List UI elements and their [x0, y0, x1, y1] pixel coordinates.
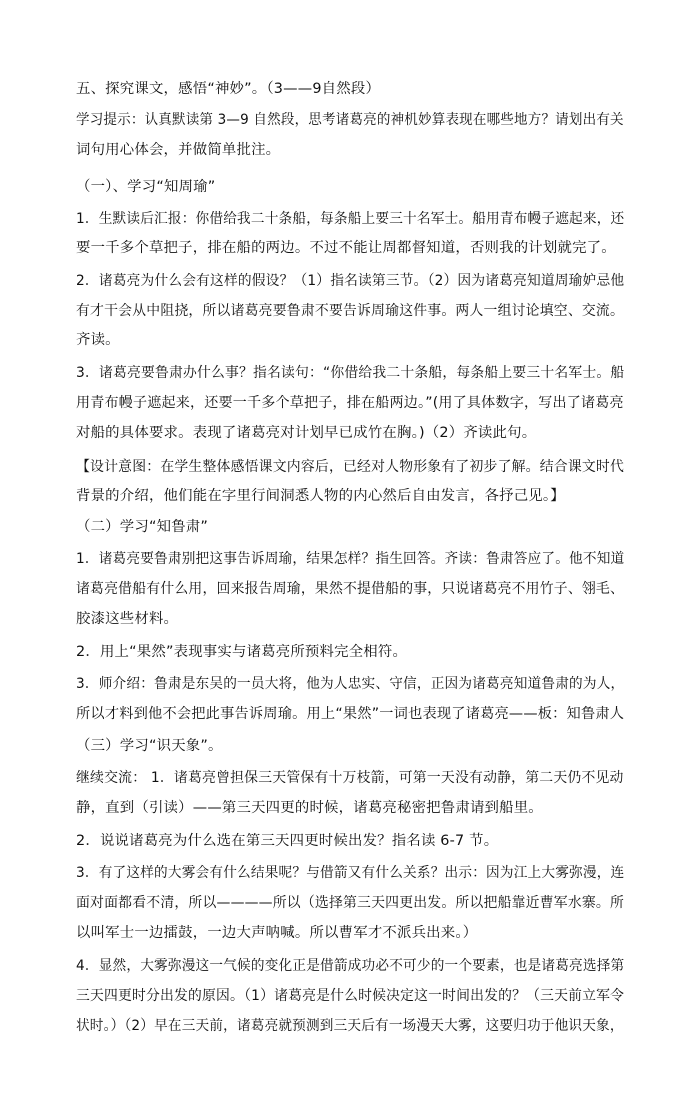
paragraph-line: 诸葛亮借船有什么用，回来报告周瑜，果然不提借船的事，只说诸葛亮不用竹子、翎毛、: [76, 581, 625, 597]
design-intent-line-1: 【设计意图：在学生整体感悟课文内容后，已经对人物形象有了初步了解。结合课文时代: [76, 459, 625, 475]
subsection-heading-1: （一）、学习“知周瑜”: [76, 179, 216, 195]
paragraph-line: 2．诸葛亮为什么会有这样的假设？（1）指名读第三节。（2）因为诸葛亮知道周瑜妒忌他: [76, 273, 625, 289]
paragraph-line: 4．显然，大雾弥漫这一气候的变化正是借箭成功必不可少的一个要素，也是诸葛亮选择第: [76, 958, 625, 974]
subsection-heading-3: （三）学习“识天象”。: [76, 738, 223, 754]
paragraph-line: 静，直到（引读）——第三天四更的时候，诸葛亮秘密把鲁肃请到船里。: [76, 800, 543, 816]
paragraph-line: 对船的具体要求。表现了诸葛亮对计划早已成竹在胸。)（2）齐读此句。: [76, 425, 537, 441]
paragraph-line: 1．诸葛亮要鲁肃别把这事告诉周瑜，结果怎样？指生回答。齐读：鲁肃答应了。他不知道: [76, 551, 625, 567]
section-heading: 五、探究课文，感悟“神妙”。（3——9自然段）: [76, 81, 381, 97]
paragraph-line: 齐读。: [76, 332, 120, 348]
paragraph-line: 用青布幔子遮起来，还要一千多个草把子，排在船两边。”(用了具体数字，写出了诸葛亮: [76, 395, 624, 411]
paragraph-line: 2．用上“果然”表现事实与诸葛亮所预料完全相符。: [76, 644, 408, 660]
paragraph-line: 3．有了这样的大雾会有什么结果呢？与借箭又有什么关系？出示：因为江上大雾弥漫，连: [76, 865, 625, 881]
paragraph-line: 面对面都看不清，所以————所以（选择第三天四更出发。所以把船靠近曹军水寨。所: [76, 895, 625, 911]
paragraph-line: 有才干会从中阻挠，所以诸葛亮要鲁肃不要告诉周瑜这件事。两人一组讨论填空、交流。: [76, 303, 625, 319]
paragraph-line: 2．说说诸葛亮为什么选在第三天四更时候出发？指名读 6-7 节。: [76, 833, 499, 849]
paragraph-line: 1．生默读后汇报：你借给我二十条船，每条船上要三十名军士。船用青布幔子遮起来，还: [76, 211, 625, 227]
study-tip-line-2: 词句用心体会，并做简单批注。: [76, 142, 281, 158]
paragraph-line: 以叫军士一边擂鼓，一边大声呐喊。所以曹军才不派兵出来。）: [76, 925, 478, 941]
paragraph-line: 3．诸葛亮要鲁肃办什么事？指名读句：“你借给我二十条船，每条船上要三十名军士。船: [76, 365, 625, 381]
subsection-heading-2: （二）学习“知鲁肃”: [76, 519, 209, 535]
paragraph-line: 要一千多个草把子，排在船的两边。不过不能让周都督知道，否则我的计划就完了。: [76, 240, 616, 256]
paragraph-line: 三天四更时分出发的原因。（1）诸葛亮是什么时候决定这一时间出发的？（三天前立军令: [76, 988, 625, 1004]
design-intent-line-2: 背景的介绍，他们能在字里行间洞悉人物的内心然后自由发言，各抒己见。】: [76, 488, 565, 504]
paragraph-line: 继续交流： 1．诸葛亮曾担保三天管保有十万枝箭，可第一天没有动静，第二天仍不见动: [76, 770, 624, 786]
paragraph-line: 所以才料到他不会把此事告诉周瑜。用上“果然”一词也表现了诸葛亮——板：知鲁肃人: [76, 706, 625, 722]
paragraph-line: 状时。）（2）早在三天前，诸葛亮就预测到三天后有一场漫天大雾，这要归功于他识天象，: [76, 1018, 624, 1034]
paragraph-line: 3．师介绍：鲁肃是东吴的一员大将，他为人忠实、守信，正因为诸葛亮知道鲁肃的为人，: [76, 676, 625, 692]
study-tip-line-1: 学习提示：认真默读第 3—9 自然段，思考诸葛亮的神机妙算表现在哪些地方？请划出有关: [76, 112, 624, 128]
paragraph-line: 胶漆这些材料。: [76, 611, 179, 627]
